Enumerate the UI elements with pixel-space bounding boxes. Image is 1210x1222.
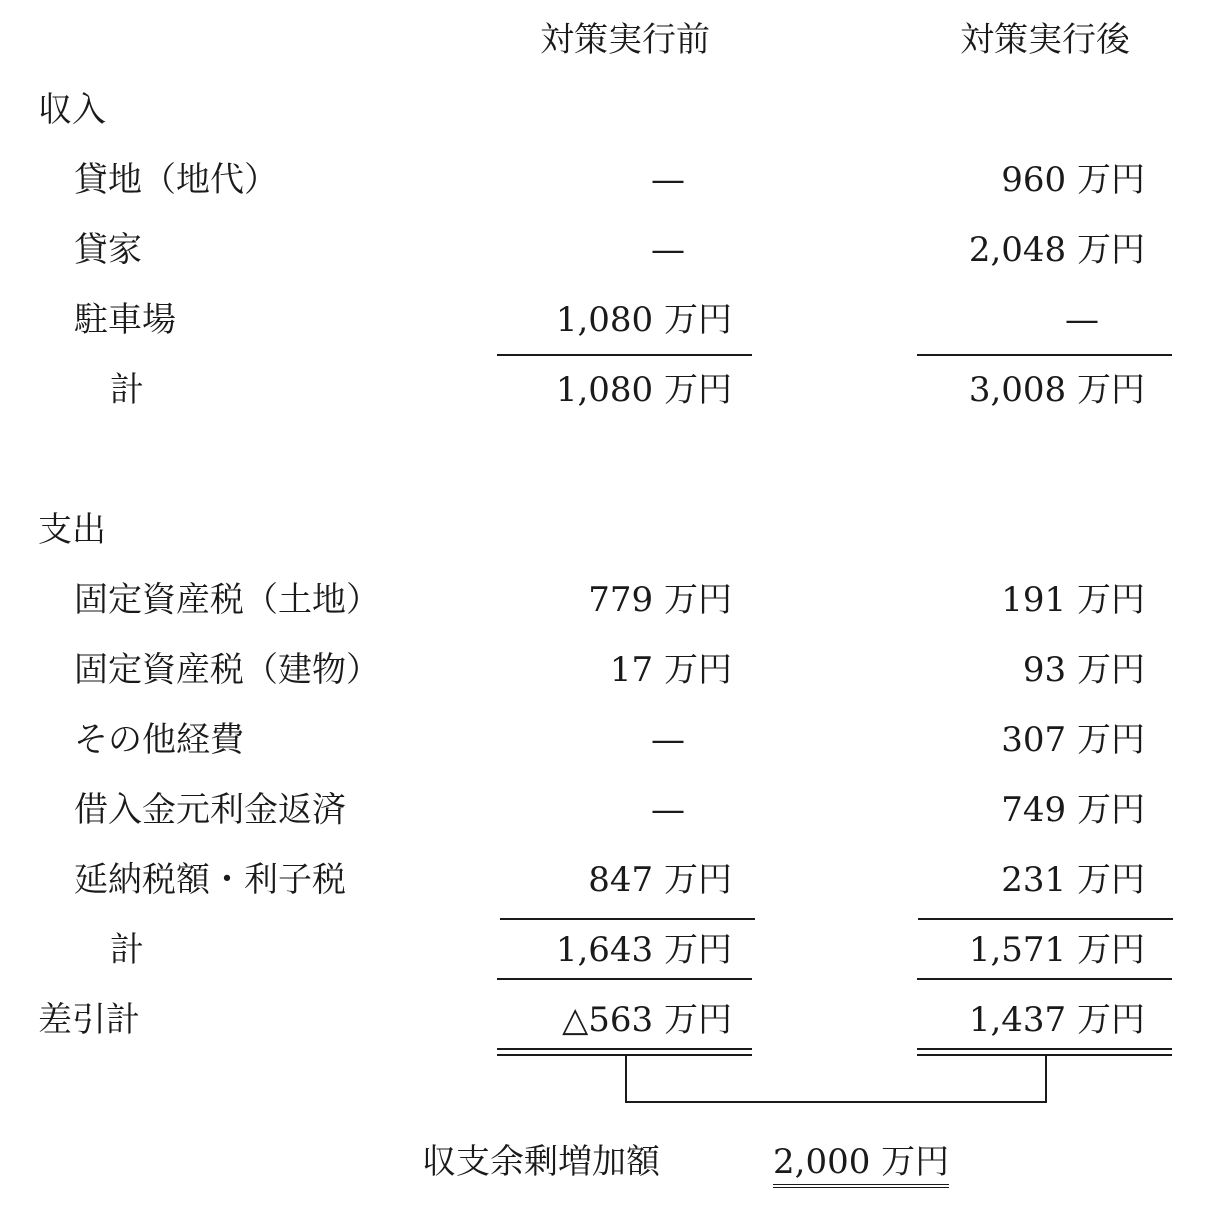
expense-row-label: その他経費: [74, 720, 244, 760]
expense-row-before: 17 万円: [609, 650, 732, 690]
expense-total-after: 1,571 万円: [968, 930, 1145, 970]
column-header-after: 対策実行後: [960, 20, 1130, 60]
income-total-before: 1,080 万円: [555, 370, 732, 410]
income-total-after: 3,008 万円: [968, 370, 1145, 410]
net-before: △563 万円: [562, 1000, 732, 1040]
increase-label: 収支余剰増加額: [422, 1142, 660, 1182]
income-total-label: 計: [110, 370, 144, 410]
net-rule-before: [497, 978, 752, 980]
expense-section-title: 支出: [38, 510, 106, 550]
expense-total-before: 1,643 万円: [555, 930, 732, 970]
expense-row-after: 749 万円: [1001, 790, 1145, 830]
income-row-label: 貸家: [74, 230, 142, 270]
increase-value: [773, 1142, 949, 1182]
expense-row-label: 延納税額・利子税: [74, 860, 346, 900]
column-header-before: 対策実行前: [540, 20, 710, 60]
income-row-after: —: [1065, 300, 1099, 340]
expense-row-before: —: [651, 790, 685, 830]
bracket-right-leg: [1045, 1055, 1047, 1102]
bracket-left-leg: [625, 1055, 627, 1102]
net-after: 1,437 万円: [968, 1000, 1145, 1040]
expense-row-before: 779 万円: [588, 580, 732, 620]
income-subtotal-rule-before: [497, 354, 752, 356]
income-section-title: 収入: [38, 90, 106, 130]
income-row-before: —: [651, 160, 685, 200]
income-row-label: 駐車場: [74, 300, 176, 340]
expense-row-label: 借入金元利金返済: [74, 790, 346, 830]
expense-row-label: 固定資産税（土地）: [74, 580, 380, 620]
expense-total-label: 計: [110, 930, 144, 970]
expense-row-after: 93 万円: [1022, 650, 1145, 690]
income-row-after: 960 万円: [1001, 160, 1145, 200]
net-rule-after: [917, 978, 1172, 980]
income-row-before: —: [651, 230, 685, 270]
expense-row-after: 307 万円: [1001, 720, 1145, 760]
expense-subtotal-rule-before: [500, 918, 755, 920]
income-row-after: 2,048 万円: [968, 230, 1145, 270]
expense-row-before: —: [651, 720, 685, 760]
net-label: 差引計: [38, 1000, 140, 1040]
bracket-bottom-line: [625, 1101, 1047, 1103]
expense-row-label: 固定資産税（建物）: [74, 650, 380, 690]
expense-row-before: 847 万円: [588, 860, 732, 900]
increase-value-text: 2,000 万円: [773, 1142, 949, 1188]
expense-subtotal-rule-after: [918, 918, 1173, 920]
expense-row-after: 191 万円: [1001, 580, 1145, 620]
income-row-before: 1,080 万円: [555, 300, 732, 340]
expense-row-after: 231 万円: [1001, 860, 1145, 900]
income-subtotal-rule-after: [917, 354, 1172, 356]
income-row-label: 貸地（地代）: [74, 160, 278, 200]
